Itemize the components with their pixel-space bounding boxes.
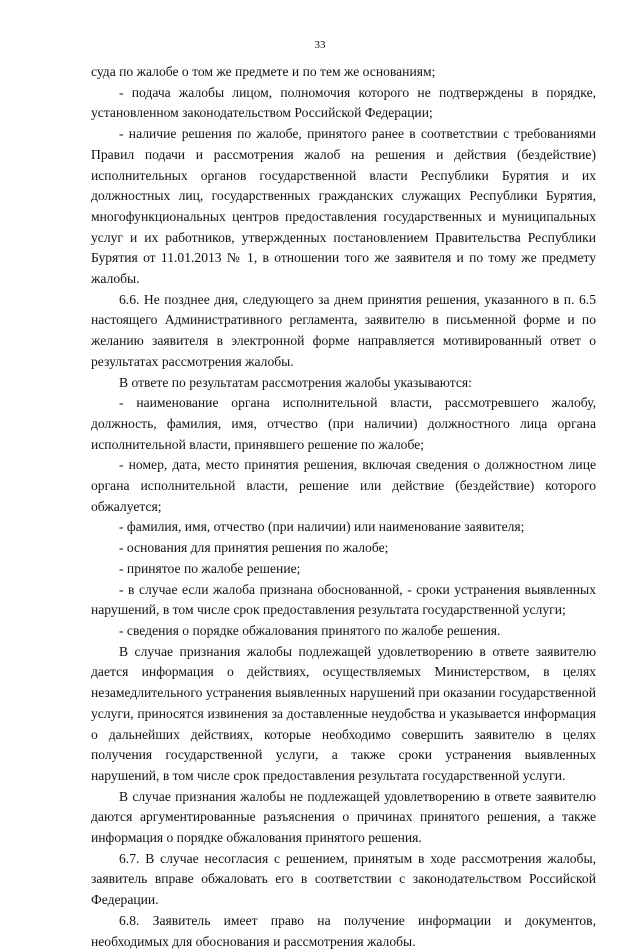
paragraph: - наличие решения по жалобе, принятого ранее в соответствии с требованиями Правил подачи и рассмотрения жалоб на решения и действия (бездействие) исполнительных органов государственной власти Республики Бурятия и их должностных лиц, государственных гражданских служащих Республики Бурятия, многофункциональных центров предоставления государственных и муниципальных услуг и их работников, утвержденных постановлением Правительства Республики Бурятия от 11.01.2013 № 1, в отношении того же заявителя и по тому же предмету жалобы. xyxy=(91,126,596,287)
document-body xyxy=(91,62,596,952)
paragraph: - в случае если жалоба признана обоснованной, - сроки устранения выявленных нарушений, в том числе срок предоставления результата государственной услуги; xyxy=(91,581,596,618)
paragraph: - подача жалобы лицом, полномочия которого не подтверждены в порядке, установленном законодательством Российской Федерации; xyxy=(91,84,596,121)
paragraph: - основания для принятия решения по жалобе; xyxy=(119,540,389,556)
paragraph: В случае признания жалобы подлежащей удовлетворению в ответе заявителю дается информация о действиях, осуществляемых Министерством, в целях незамедлительного устранения выявленных нарушений при оказании государственной услуги, приносятся извинения за доставленные неудобства и указывается информация о дальнейших действиях, которые необходимо совершить заявителю в целях получения государственной услуги, а также сроки устранения выявленных нарушений, в том числе срок предоставления результата государственной услуги. xyxy=(91,643,596,783)
paragraph: - номер, дата, место принятия решения, включая сведения о должностном лице органа исполнительной власти, решение или действие (бездействие) которого обжалуется; xyxy=(91,457,596,514)
paragraph: В случае признания жалобы не подлежащей удовлетворению в ответе заявителю даются аргументированные разъяснения о причинах принятого решения, а также информация о порядке обжалования принятого решения. xyxy=(91,788,596,846)
paragraph: суда по жалобе о том же предмете и по тем же основаниям; xyxy=(91,64,436,79)
page-number: 33 xyxy=(314,39,326,51)
paragraph: 6.6. Не позднее дня, следующего за днем принятия решения, указанного в п. 6.5 настоящего Административного регламента, заявителю в письменной форме и по желанию заявителя в электронной форме направляется мотивированный ответ о результатах рассмотрения жалобы. xyxy=(91,291,596,369)
paragraph: - сведения о порядке обжалования принятого по жалобе решения. xyxy=(119,622,501,638)
paragraph: В ответе по результатам рассмотрения жалобы указываются: xyxy=(119,374,472,390)
paragraph: - наименование органа исполнительной власти, рассмотревшего жалобу, должность, фамилия, имя, отчество (при наличии) должностного лица органа исполнительной власти, принявшего решение по жалобе; xyxy=(91,395,596,452)
paragraph: - фамилия, имя, отчество (при наличии) или наименование заявителя; xyxy=(119,519,525,535)
paragraph: - принятое по жалобе решение; xyxy=(119,560,301,576)
paragraph: 6.7. В случае несогласия с решением, принятым в ходе рассмотрения жалобы, заявитель вправе обжаловать его в соответствии с законодательством Российской Федерации. xyxy=(91,850,596,908)
paragraph: 6.8. Заявитель имеет право на получение информации и документов, необходимых для обоснования и рассмотрения жалобы. xyxy=(91,912,596,949)
